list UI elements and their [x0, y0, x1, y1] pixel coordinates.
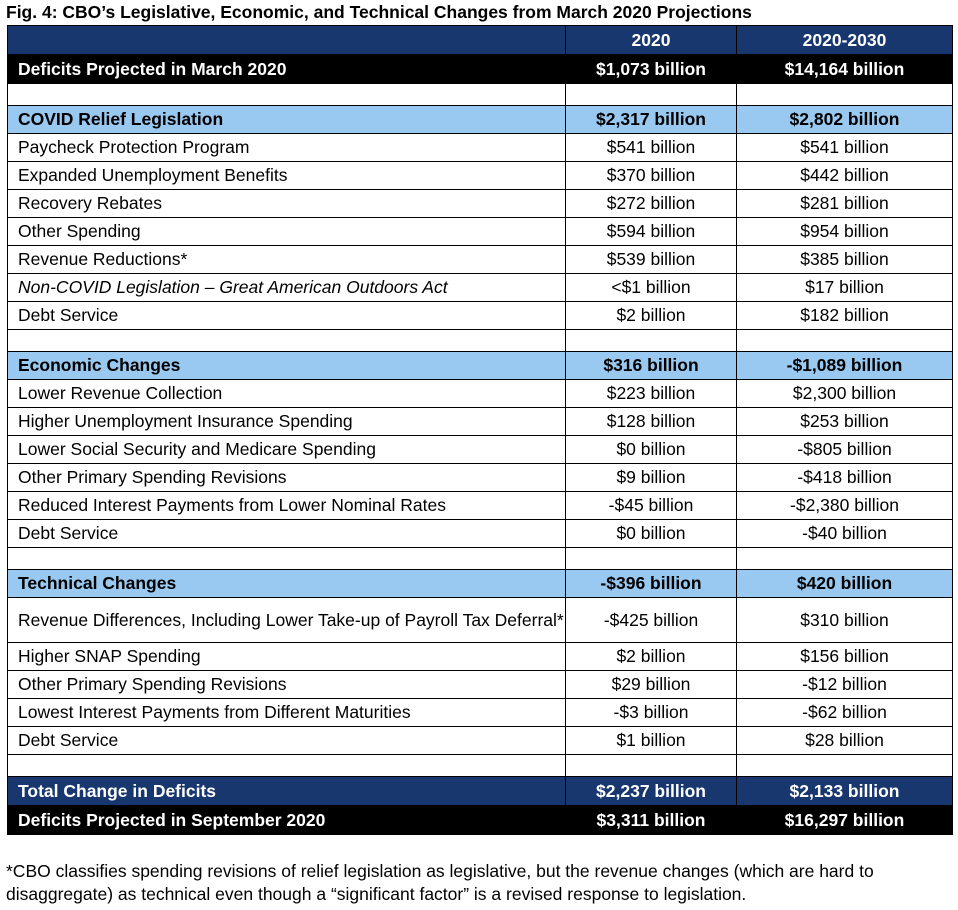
value-2020	[566, 84, 737, 106]
figure-title: Fig. 4: CBO’s Legislative, Economic, and Technical Changes from March 2020 Projections	[6, 2, 752, 22]
value-2020: $0 billion	[566, 436, 737, 464]
table-row	[8, 274, 953, 302]
deficit-changes-table	[7, 25, 953, 835]
value-2020-2030: $954 billion	[737, 218, 953, 246]
value-2020: -$45 billion	[566, 492, 737, 520]
value-2020-2030	[737, 84, 953, 106]
row-label: Paycheck Protection Program	[8, 134, 566, 162]
table-row	[8, 727, 953, 755]
table-row	[8, 464, 953, 492]
row-label: Deficits Projected in March 2020	[8, 55, 566, 84]
row-label: Debt Service	[8, 520, 566, 548]
value-2020-2030	[737, 548, 953, 570]
value-2020: $128 billion	[566, 408, 737, 436]
value-2020: $223 billion	[566, 380, 737, 408]
row-label: Other Spending	[8, 218, 566, 246]
spacer-row	[8, 330, 953, 352]
table-row	[8, 777, 953, 806]
value-2020: $1 billion	[566, 727, 737, 755]
row-label: Lower Social Security and Medicare Spending	[8, 436, 566, 464]
row-label: Total Change in Deficits	[8, 777, 566, 806]
table-row	[8, 520, 953, 548]
row-label: Non-COVID Legislation – Great American Outdoors Act	[8, 274, 566, 302]
table-row	[8, 492, 953, 520]
value-2020-2030: $2,300 billion	[737, 380, 953, 408]
table-row	[8, 134, 953, 162]
value-2020: $0 billion	[566, 520, 737, 548]
value-2020-2030: $541 billion	[737, 134, 953, 162]
value-2020-2030: $156 billion	[737, 643, 953, 671]
value-2020-2030: $14,164 billion	[737, 55, 953, 84]
value-2020-2030: $253 billion	[737, 408, 953, 436]
value-2020	[566, 548, 737, 570]
value-2020-2030: $281 billion	[737, 190, 953, 218]
value-2020-2030: $182 billion	[737, 302, 953, 330]
value-2020-2030: $2,802 billion	[737, 106, 953, 134]
value-2020-2030: $28 billion	[737, 727, 953, 755]
value-2020-2030: $17 billion	[737, 274, 953, 302]
value-2020: $272 billion	[566, 190, 737, 218]
value-2020: -$3 billion	[566, 699, 737, 727]
value-2020-2030: -$418 billion	[737, 464, 953, 492]
row-label: Reduced Interest Payments from Lower Nominal Rates	[8, 492, 566, 520]
value-2020: $2,237 billion	[566, 777, 737, 806]
value-2020: <$1 billion	[566, 274, 737, 302]
value-2020-2030: -$2,380 billion	[737, 492, 953, 520]
row-label: Higher Unemployment Insurance Spending	[8, 408, 566, 436]
value-2020: $3,311 billion	[566, 806, 737, 835]
value-2020: $1,073 billion	[566, 55, 737, 84]
table-row	[8, 55, 953, 84]
value-2020	[566, 330, 737, 352]
table-row	[8, 699, 953, 727]
row-label	[8, 84, 566, 106]
spacer-row	[8, 84, 953, 106]
value-2020-2030: $2,133 billion	[737, 777, 953, 806]
value-2020: $2,317 billion	[566, 106, 737, 134]
row-label: Economic Changes	[8, 352, 566, 380]
value-2020-2030: $442 billion	[737, 162, 953, 190]
value-2020: $9 billion	[566, 464, 737, 492]
row-label	[8, 548, 566, 570]
table-body	[8, 26, 953, 835]
value-2020: $2 billion	[566, 643, 737, 671]
value-2020: $594 billion	[566, 218, 737, 246]
value-2020-2030: $16,297 billion	[737, 806, 953, 835]
row-label: Higher SNAP Spending	[8, 643, 566, 671]
table-row	[8, 436, 953, 464]
value-2020-2030: 2020-2030	[737, 26, 953, 55]
value-2020-2030	[737, 330, 953, 352]
row-label: Lowest Interest Payments from Different Maturities	[8, 699, 566, 727]
table-row	[8, 246, 953, 274]
table-row	[8, 190, 953, 218]
row-label: Recovery Rebates	[8, 190, 566, 218]
row-label	[8, 755, 566, 777]
value-2020: $316 billion	[566, 352, 737, 380]
section-row	[8, 352, 953, 380]
value-2020	[566, 755, 737, 777]
row-label	[8, 26, 566, 55]
row-label: Other Primary Spending Revisions	[8, 464, 566, 492]
value-2020-2030: $385 billion	[737, 246, 953, 274]
header-row	[8, 26, 953, 55]
value-2020: 2020	[566, 26, 737, 55]
table-row	[8, 162, 953, 190]
value-2020-2030: -$62 billion	[737, 699, 953, 727]
row-label: Lower Revenue Collection	[8, 380, 566, 408]
value-2020: $370 billion	[566, 162, 737, 190]
value-2020-2030: -$40 billion	[737, 520, 953, 548]
section-row	[8, 570, 953, 598]
table-row	[8, 380, 953, 408]
row-label: Other Primary Spending Revisions	[8, 671, 566, 699]
row-label: Revenue Reductions*	[8, 246, 566, 274]
table-row	[8, 408, 953, 436]
value-2020-2030	[737, 755, 953, 777]
value-2020-2030: $310 billion	[737, 598, 953, 643]
row-label: Debt Service	[8, 302, 566, 330]
spacer-row	[8, 755, 953, 777]
value-2020-2030: -$805 billion	[737, 436, 953, 464]
table-row	[8, 598, 953, 643]
table-row	[8, 643, 953, 671]
row-label: COVID Relief Legislation	[8, 106, 566, 134]
row-label: Technical Changes	[8, 570, 566, 598]
table-row	[8, 302, 953, 330]
value-2020: $29 billion	[566, 671, 737, 699]
value-2020: $539 billion	[566, 246, 737, 274]
row-label: Revenue Differences, Including Lower Take-up of Payroll Tax Deferral*	[8, 598, 566, 643]
table-row	[8, 218, 953, 246]
value-2020: -$396 billion	[566, 570, 737, 598]
value-2020: -$425 billion	[566, 598, 737, 643]
section-row	[8, 106, 953, 134]
row-label: Expanded Unemployment Benefits	[8, 162, 566, 190]
table-row	[8, 806, 953, 835]
row-label	[8, 330, 566, 352]
row-label: Deficits Projected in September 2020	[8, 806, 566, 835]
spacer-row	[8, 548, 953, 570]
footnote: *CBO classifies spending revisions of relief legislation as legislative, but the revenue changes (which are hard to disaggregate) as technical even though a “significant factor” is a revised response to legislation.	[6, 861, 874, 904]
row-label: Debt Service	[8, 727, 566, 755]
table-row	[8, 671, 953, 699]
value-2020-2030: -$1,089 billion	[737, 352, 953, 380]
value-2020: $541 billion	[566, 134, 737, 162]
value-2020-2030: -$12 billion	[737, 671, 953, 699]
value-2020-2030: $420 billion	[737, 570, 953, 598]
value-2020: $2 billion	[566, 302, 737, 330]
